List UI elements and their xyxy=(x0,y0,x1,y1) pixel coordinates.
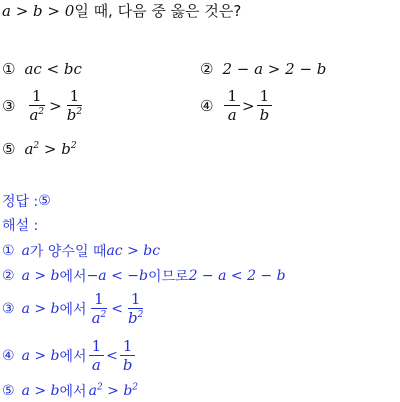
explanation-line-2: ② a > b 에서 −a < −b 이므로 2 − a < 2 − b xyxy=(2,268,286,285)
numerator: 1 xyxy=(224,88,240,106)
option-number: ⑤ xyxy=(2,140,16,158)
question-stem xyxy=(2,1,241,21)
option-number: ④ xyxy=(200,96,214,115)
denominator: $a^2$ xyxy=(91,309,107,327)
option-1[interactable] xyxy=(2,60,82,78)
denominator: a xyxy=(227,106,237,124)
option-expression: ac < bc xyxy=(24,60,82,78)
explanation-number: ③ xyxy=(2,300,15,317)
explanation-label: 해설 : xyxy=(2,218,39,234)
inequality-sign: > xyxy=(242,96,255,115)
denominator: $a^2$ xyxy=(29,106,45,124)
explanation-line-5: ⑤ a > b 에서 $a^2 > b^2$ xyxy=(2,382,139,400)
option-4[interactable] xyxy=(200,88,274,123)
explanation-number: ④ xyxy=(2,347,15,364)
numerator: 1 xyxy=(29,88,45,106)
inequality-sign: > xyxy=(49,96,62,115)
denominator: a xyxy=(91,356,101,374)
denominator: b xyxy=(259,106,270,124)
answer-label: 정답 : xyxy=(2,194,39,210)
option-number: ② xyxy=(200,60,214,78)
fraction xyxy=(89,338,105,373)
fraction xyxy=(120,338,136,373)
explanation-number: ⑤ xyxy=(2,383,15,399)
question-text: 일 때, 다음 중 옳은 것은? xyxy=(74,2,242,20)
explanation-line-1: ① a 가 양수일 때 ac > bc xyxy=(2,243,161,260)
fraction xyxy=(125,291,146,326)
fraction xyxy=(224,88,240,123)
denominator: $b^2$ xyxy=(66,106,83,124)
explanation-number: ② xyxy=(2,268,15,284)
answer-value: ⑤ xyxy=(38,193,51,209)
explanation-number: ① xyxy=(2,243,15,259)
question-expression: a > b > 0 xyxy=(2,2,75,20)
option-number: ① xyxy=(2,60,16,78)
option-5[interactable] xyxy=(2,140,77,158)
denominator: b xyxy=(122,356,133,374)
numerator: 1 xyxy=(120,338,136,356)
numerator: 1 xyxy=(89,338,105,356)
fraction xyxy=(89,291,110,326)
explanation-line-3: ③ a > b 에서 $\frac{1}{a^2}$ < $\frac{1}{b^2}$ xyxy=(2,291,148,326)
fraction xyxy=(257,88,273,123)
explanation-line-4: ④ a > b 에서 $\frac{1}{a}$ < $\frac{1}{b}$ xyxy=(2,338,137,373)
numerator: 1 xyxy=(257,88,273,106)
answer-line xyxy=(2,191,51,211)
option-number: ③ xyxy=(2,96,16,115)
fraction xyxy=(26,88,47,123)
numerator: 1 xyxy=(91,291,107,309)
numerator: 1 xyxy=(128,291,144,309)
numerator: 1 xyxy=(67,88,83,106)
option-3[interactable] xyxy=(2,88,87,123)
option-expression: 2 − a > 2 − b xyxy=(222,60,327,78)
option-2[interactable] xyxy=(200,60,326,78)
option-expression: $a^2 > b^2$ xyxy=(24,140,77,158)
denominator: $b^2$ xyxy=(128,309,144,327)
fraction xyxy=(64,88,85,123)
